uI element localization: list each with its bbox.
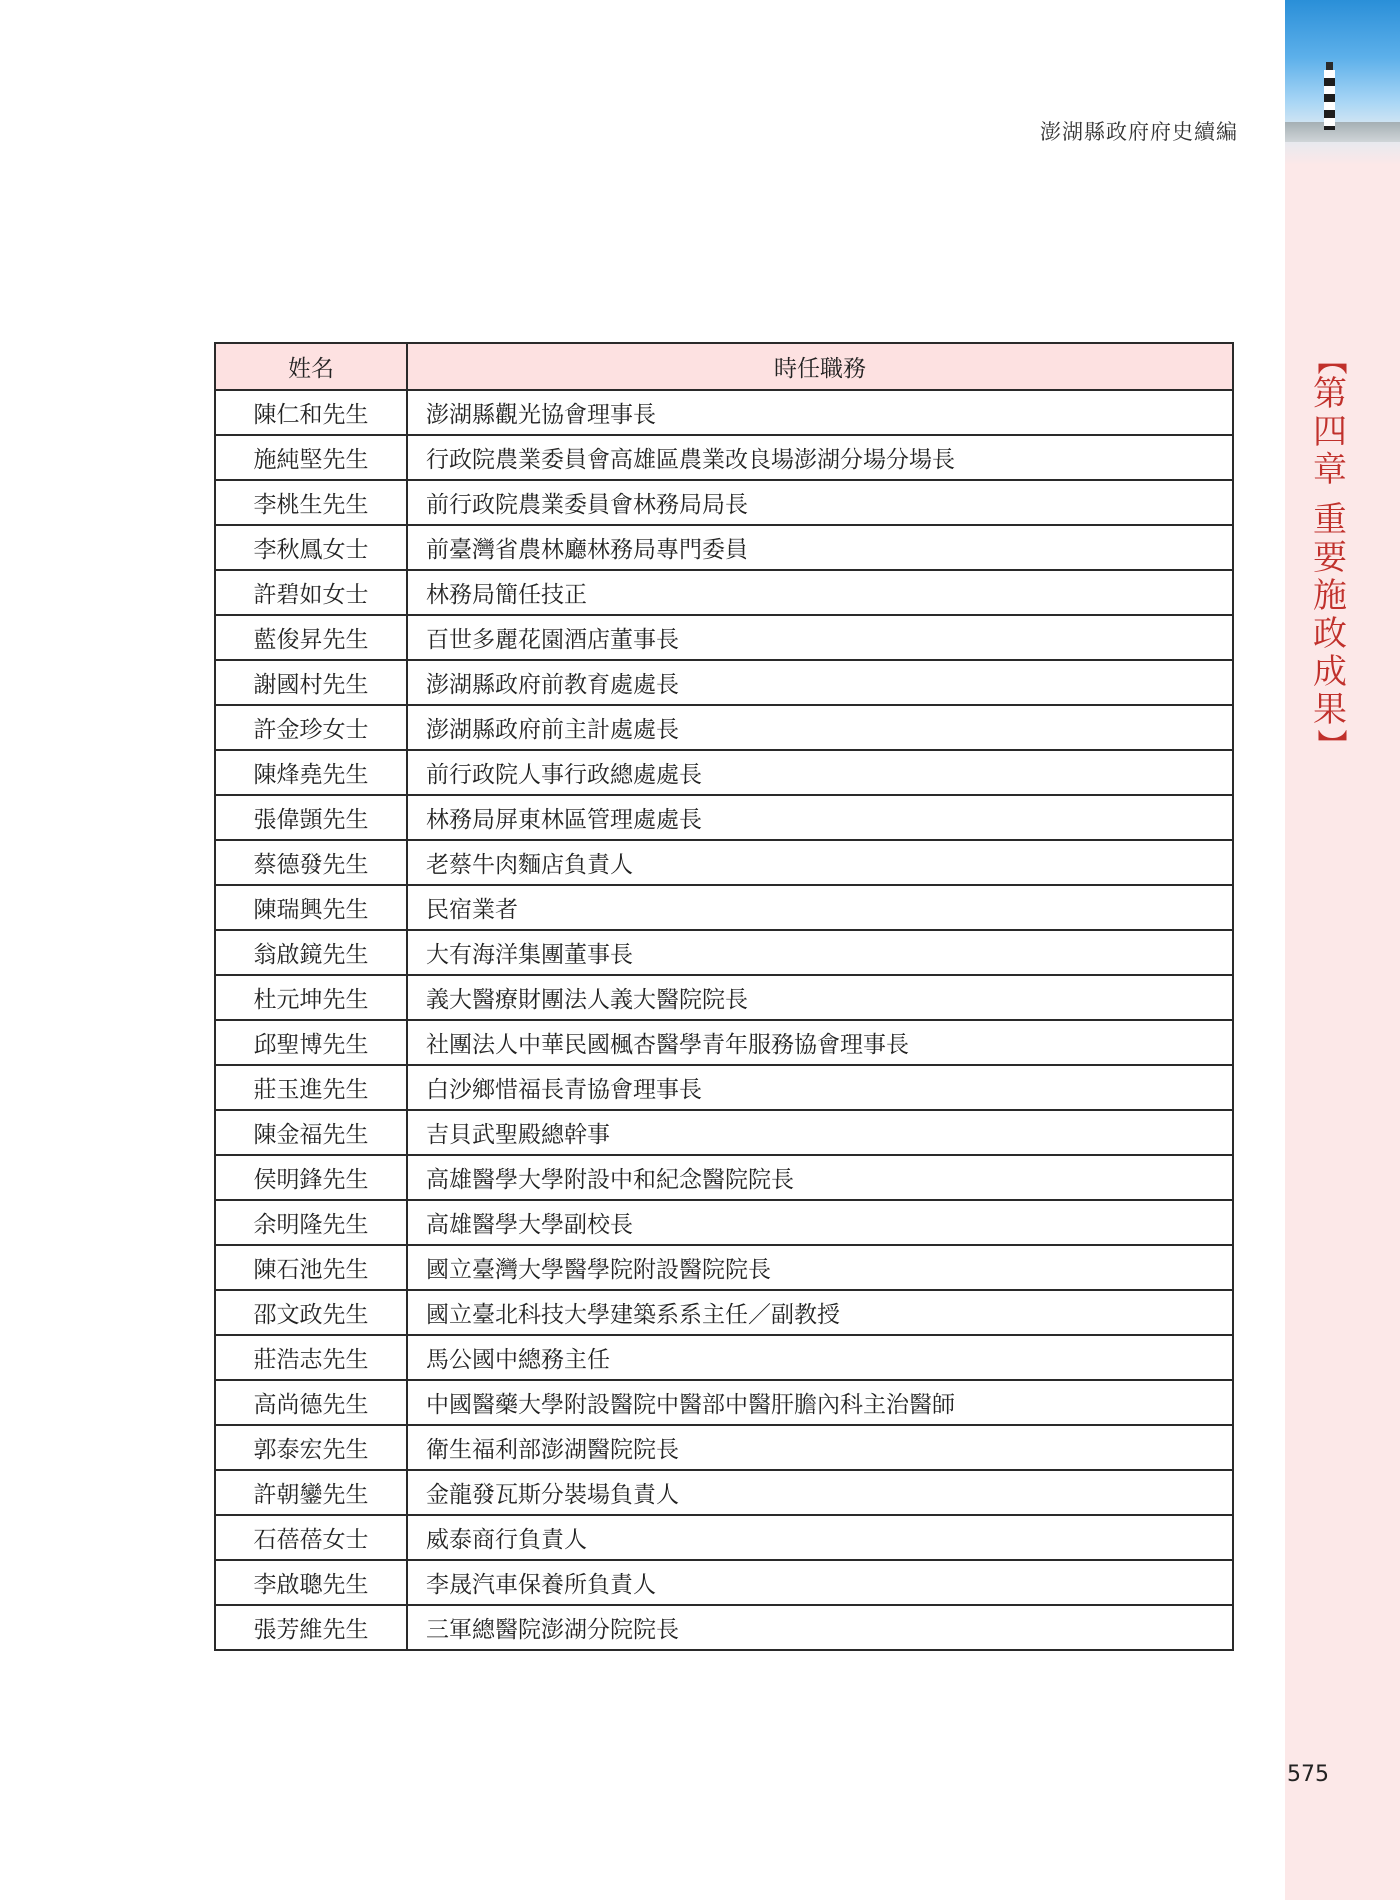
table-row (215, 1110, 1233, 1155)
cell-position: 林務局簡任技正 (407, 570, 1233, 615)
lighthouse-photo (1285, 0, 1400, 165)
table-row (215, 705, 1233, 750)
chapter-char: 要 (1313, 538, 1347, 578)
cell-name: 石蓓蓓女士 (215, 1515, 407, 1560)
cell-name: 邱聖博先生 (215, 1020, 407, 1065)
cell-name: 陳瑞興先生 (215, 885, 407, 930)
cell-position: 林務局屏東林區管理處處長 (407, 795, 1233, 840)
cell-name: 李桃生先生 (215, 480, 407, 525)
cell-name: 莊浩志先生 (215, 1335, 407, 1380)
cell-name: 杜元坤先生 (215, 975, 407, 1020)
cell-name: 張偉顗先生 (215, 795, 407, 840)
table-row (215, 1200, 1233, 1245)
table-row (215, 795, 1233, 840)
cell-name: 余明隆先生 (215, 1200, 407, 1245)
chapter-char: 章 (1313, 450, 1347, 490)
cell-position: 馬公國中總務主任 (407, 1335, 1233, 1380)
cell-name: 蔡德發先生 (215, 840, 407, 885)
running-header: 澎湖縣政府府史續編 (1040, 120, 1238, 144)
page-number: 575 (1287, 1762, 1329, 1787)
cell-position: 澎湖縣政府前主計處處長 (407, 705, 1233, 750)
cell-name: 施純堅先生 (215, 435, 407, 480)
cell-position: 高雄醫學大學副校長 (407, 1200, 1233, 1245)
cell-position: 吉貝武聖殿總幹事 (407, 1110, 1233, 1155)
table-row (215, 435, 1233, 480)
table-row (215, 1605, 1233, 1650)
table-row (215, 1560, 1233, 1605)
cell-position: 金龍發瓦斯分裝場負責人 (407, 1470, 1233, 1515)
roster-table (214, 342, 1234, 1651)
table-row (215, 390, 1233, 435)
cell-name: 陳金福先生 (215, 1110, 407, 1155)
cell-position: 國立臺灣大學醫學院附設醫院院長 (407, 1245, 1233, 1290)
cell-name: 藍俊昇先生 (215, 615, 407, 660)
cell-position: 百世多麗花園酒店董事長 (407, 615, 1233, 660)
table-row (215, 975, 1233, 1020)
cell-position: 大有海洋集團董事長 (407, 930, 1233, 975)
cell-position: 民宿業者 (407, 885, 1233, 930)
chapter-close-bracket: 】 (1313, 729, 1348, 759)
cell-position: 威泰商行負責人 (407, 1515, 1233, 1560)
cell-position: 李晟汽車保養所負責人 (407, 1560, 1233, 1605)
header-name: 姓名 (215, 343, 407, 390)
table-row (215, 930, 1233, 975)
side-band (1285, 0, 1400, 1900)
cell-name: 陳烽堯先生 (215, 750, 407, 795)
cell-name: 郭泰宏先生 (215, 1425, 407, 1470)
table-row (215, 1290, 1233, 1335)
table-row (215, 1470, 1233, 1515)
photo-land (1285, 122, 1400, 142)
table-row (215, 1065, 1233, 1110)
cell-name: 陳石池先生 (215, 1245, 407, 1290)
table-row (215, 1515, 1233, 1560)
cell-name: 許朝鑾先生 (215, 1470, 407, 1515)
chapter-char: 重 (1313, 500, 1347, 540)
table-row (215, 1380, 1233, 1425)
table-row (215, 1245, 1233, 1290)
table-row (215, 1425, 1233, 1470)
table-row (215, 1335, 1233, 1380)
chapter-char: 果 (1313, 690, 1347, 730)
cell-position: 白沙鄉惜福長青協會理事長 (407, 1065, 1233, 1110)
cell-position: 衛生福利部澎湖醫院院長 (407, 1425, 1233, 1470)
cell-position: 前臺灣省農林廳林務局專門委員 (407, 525, 1233, 570)
chapter-char: 成 (1313, 652, 1347, 692)
table-row (215, 480, 1233, 525)
cell-name: 張芳維先生 (215, 1605, 407, 1650)
chapter-label (1310, 345, 1350, 759)
chapter-open-bracket: 【 (1313, 345, 1348, 375)
cell-position: 澎湖縣觀光協會理事長 (407, 390, 1233, 435)
chapter-char: 政 (1313, 614, 1347, 654)
cell-name: 翁啟鏡先生 (215, 930, 407, 975)
header-position: 時任職務 (407, 343, 1233, 390)
cell-name: 謝國村先生 (215, 660, 407, 705)
cell-position: 義大醫療財團法人義大醫院院長 (407, 975, 1233, 1020)
cell-position: 高雄醫學大學附設中和紀念醫院院長 (407, 1155, 1233, 1200)
table-header-row (215, 343, 1233, 390)
roster-body (215, 390, 1233, 1650)
chapter-char: 施 (1313, 576, 1347, 616)
cell-position: 行政院農業委員會高雄區農業改良場澎湖分場分場長 (407, 435, 1233, 480)
table-row (215, 570, 1233, 615)
cell-name: 許碧如女士 (215, 570, 407, 615)
table-row (215, 1020, 1233, 1065)
cell-position: 中國醫藥大學附設醫院中醫部中醫肝膽內科主治醫師 (407, 1380, 1233, 1425)
cell-position: 前行政院人事行政總處處長 (407, 750, 1233, 795)
cell-position: 老蔡牛肉麵店負責人 (407, 840, 1233, 885)
lighthouse-icon (1324, 70, 1335, 130)
cell-name: 邵文政先生 (215, 1290, 407, 1335)
cell-name: 莊玉進先生 (215, 1065, 407, 1110)
cell-name: 侯明鋒先生 (215, 1155, 407, 1200)
table-row (215, 615, 1233, 660)
cell-position: 前行政院農業委員會林務局局長 (407, 480, 1233, 525)
cell-name: 李秋鳳女士 (215, 525, 407, 570)
table-row (215, 525, 1233, 570)
cell-name: 高尚德先生 (215, 1380, 407, 1425)
table-row (215, 840, 1233, 885)
cell-name: 許金珍女士 (215, 705, 407, 750)
cell-name: 陳仁和先生 (215, 390, 407, 435)
cell-name: 李啟聰先生 (215, 1560, 407, 1605)
cell-position: 國立臺北科技大學建築系系主任／副教授 (407, 1290, 1233, 1335)
table-row (215, 1155, 1233, 1200)
cell-position: 澎湖縣政府前教育處處長 (407, 660, 1233, 705)
chapter-char: 四 (1313, 412, 1347, 452)
chapter-char: 第 (1313, 374, 1347, 414)
table-row (215, 660, 1233, 705)
cell-position: 社團法人中華民國楓杏醫學青年服務協會理事長 (407, 1020, 1233, 1065)
table-row (215, 750, 1233, 795)
cell-position: 三軍總醫院澎湖分院院長 (407, 1605, 1233, 1650)
table-row (215, 885, 1233, 930)
